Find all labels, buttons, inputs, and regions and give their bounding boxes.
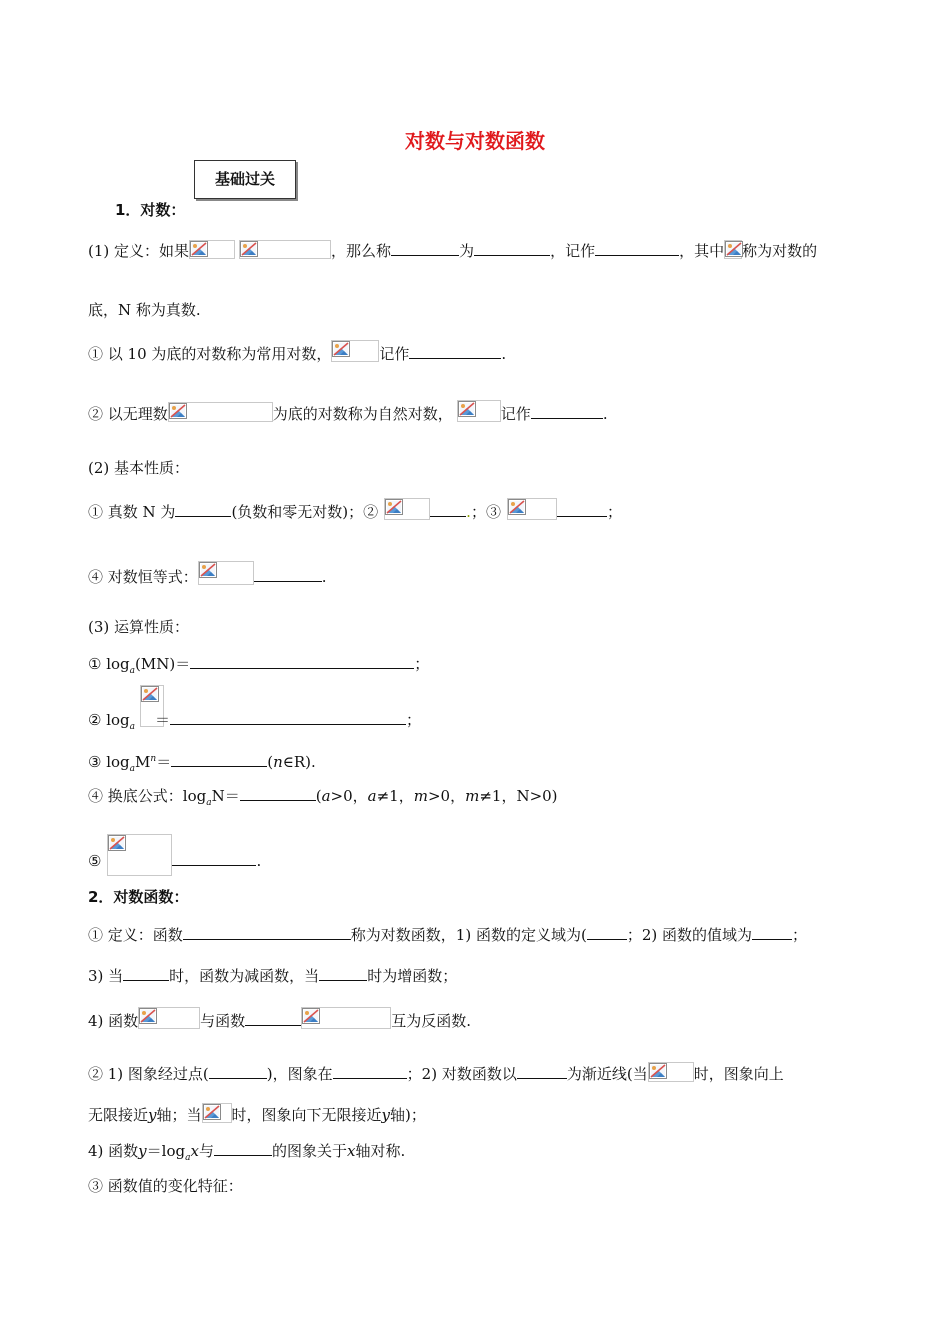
- symmetry-line: 4) 函数$y=\log_ax$与 的图象关于x轴对称.: [88, 1142, 406, 1163]
- section-1-heading: 1．对数：: [115, 201, 186, 219]
- answer-blank[interactable]: [245, 1010, 301, 1026]
- formula-image: [107, 834, 172, 876]
- basic-properties-line: ① 真数 N 为 (负数和零无对数)；② .；③ ；: [88, 498, 622, 522]
- broken-image-icon: [725, 241, 743, 257]
- broken-image-icon: [508, 499, 526, 515]
- definition-line-cont: 底，N 称为真数.: [88, 301, 201, 319]
- common-log-line: ① 以 10 为底的对数称为常用对数， 记作 .: [88, 340, 506, 364]
- broken-image-icon: [141, 686, 159, 702]
- answer-blank[interactable]: [190, 653, 414, 669]
- formula-image: [384, 498, 430, 520]
- answer-blank[interactable]: [391, 240, 459, 256]
- formula-image: [198, 561, 254, 585]
- answer-blank[interactable]: [175, 501, 231, 517]
- graph-line-cont: 无限接近y轴；当 时，图象向下无限接近y轴)；: [88, 1103, 426, 1125]
- answer-blank[interactable]: [531, 403, 603, 419]
- natural-log-line: ② 以无理数 为底的对数称为自然对数， 记作 .: [88, 400, 608, 424]
- answer-blank[interactable]: [430, 501, 466, 517]
- answer-blank[interactable]: [587, 924, 627, 940]
- broken-image-icon: [302, 1008, 320, 1024]
- broken-image-icon: [190, 241, 208, 257]
- operation-1: ① $\log_a(MN)=$ ；: [88, 655, 430, 676]
- operation-properties-heading: (3) 运算性质：: [88, 618, 190, 636]
- function-definition-line: ① 定义：函数 称为对数函数，1) 函数的定义域为( ；2) 函数的值域为 ；: [88, 926, 807, 944]
- formula-image: [507, 498, 557, 520]
- answer-blank[interactable]: [517, 1063, 567, 1079]
- answer-blank[interactable]: [254, 566, 322, 582]
- answer-blank[interactable]: [171, 751, 267, 767]
- answer-blank[interactable]: [170, 709, 406, 725]
- value-change-heading: ③ 函数值的变化特征：: [88, 1177, 243, 1195]
- answer-blank[interactable]: [474, 240, 550, 256]
- formula-image: [724, 240, 742, 259]
- broken-image-icon: [240, 241, 258, 257]
- formula-image: [189, 240, 235, 259]
- basic-properties-heading: (2) 基本性质：: [88, 459, 190, 477]
- answer-blank[interactable]: [319, 965, 367, 981]
- operation-3: ③ $\log_aM^n=$ (n∈R).: [88, 753, 316, 774]
- answer-blank[interactable]: [123, 965, 169, 981]
- formula-image: [331, 340, 379, 362]
- formula-image: [457, 400, 501, 422]
- broken-image-icon: [108, 835, 126, 851]
- inverse-function-line: 4) 函数 与函数 互为反函数.: [88, 1007, 471, 1031]
- broken-image-icon: [385, 499, 403, 515]
- formula-image: [239, 240, 331, 259]
- graph-line: ② 1) 图象经过点( )，图象在 ；2) 对数函数以 为渐近线(当 时，图象向上: [88, 1062, 784, 1084]
- answer-blank[interactable]: [240, 785, 316, 801]
- answer-blank[interactable]: [209, 1063, 267, 1079]
- section-2-heading: 2．对数函数：: [88, 888, 189, 906]
- broken-image-icon: [649, 1063, 667, 1079]
- broken-image-icon: [169, 403, 187, 419]
- broken-image-icon: [139, 1008, 157, 1024]
- operation-2: ② $\log_a$ ＝ ；: [88, 711, 422, 732]
- change-of-base-line: ④ 换底公式：$\log_aN= (a>0$，a≠1，m>0，m≠1，N>0): [88, 787, 558, 808]
- answer-blank[interactable]: [595, 240, 679, 256]
- page-title: 对数与对数函数: [405, 129, 545, 153]
- broken-image-icon: [199, 562, 217, 578]
- answer-blank[interactable]: [557, 501, 607, 517]
- formula-image: [202, 1103, 232, 1123]
- identity-line: ④ 对数恒等式： .: [88, 561, 327, 587]
- formula-image: [168, 402, 273, 422]
- answer-blank[interactable]: [172, 850, 256, 866]
- answer-blank[interactable]: [214, 1140, 272, 1156]
- answer-blank[interactable]: [183, 924, 351, 940]
- section-box: 基础过关: [194, 160, 296, 199]
- broken-image-icon: [203, 1104, 221, 1120]
- definition-line: (1) 定义：如果 ，那么称 为 ，记作 ，其中 称为对数的: [88, 242, 818, 260]
- answer-blank[interactable]: [333, 1063, 407, 1079]
- broken-image-icon: [458, 401, 476, 417]
- formula-image: [138, 1007, 200, 1029]
- answer-blank[interactable]: [752, 924, 792, 940]
- answer-blank[interactable]: [409, 343, 501, 359]
- formula-image: [301, 1007, 391, 1029]
- monotonic-line: 3) 当 时，函数为减函数，当 时为增函数；: [88, 967, 458, 985]
- formula-image: [648, 1062, 694, 1082]
- broken-image-icon: [332, 341, 350, 357]
- operation-5: ⑤ .: [88, 834, 261, 876]
